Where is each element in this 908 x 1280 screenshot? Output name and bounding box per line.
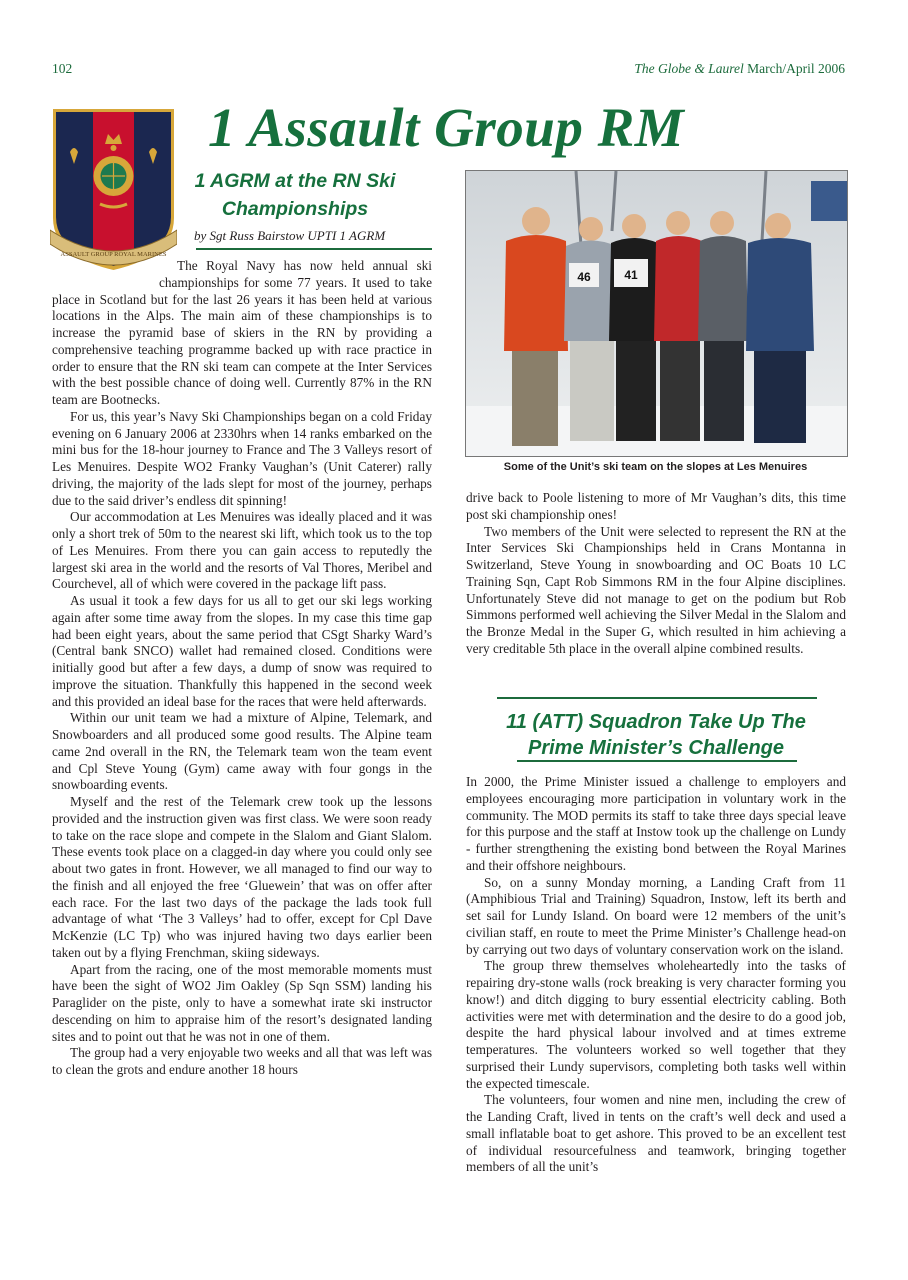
section-divider [497, 697, 817, 699]
heading-rule [196, 248, 432, 250]
article2-paragraph: The group threw themselves wholeheartedly into the tasks of repairing dry-stone walls (rock breaking is very character forming you know!) and ditch digging to bury essential electricity cabling. Both activities were met with determination and the desire to do a good job, despite the hard physical labour involved and at times extreme temperatures. The volunteers worked so well together that they surprised their Lundy supervisors, completing both tasks well within the expected timescale. [466, 958, 846, 1091]
crest-wrap-spacer [52, 258, 159, 291]
article2-paragraph: So, on a sunny Monday morning, a Landing Craft from 11 (Amphibious Trial and Training) Squadron, Instow, left its berth and set sail for Lundy Island. On board were 12 members of the unit’s civilian staff, en route to meet the Prime Minister’s Challenge head-on by carrying out two days of voluntary conservation work on the island. [466, 874, 846, 957]
skier-4 [654, 211, 704, 441]
article1-heading-line2: Championships [221, 198, 369, 220]
article1-heading-line1: 1 AGRM at the RN Ski [194, 170, 396, 192]
article1-paragraph: Within our unit team we had a mixture of Alpine, Telemark, and Snowboarders and all produced some good results. The Alpine team came 2nd overall in the RN, the Telemark team won the team event and Cpl Steve Young (Gym) came away with four gongs in the snowboarding events. [52, 710, 432, 793]
publication-info [634, 61, 845, 77]
article1-paragraph: For us, this year’s Navy Ski Championships began on a cold Friday evening on 6 January 2006 at 2330hrs when 14 ranks embarked on the mini bus for the 18-hour journey to France and The 3 Valleys resort of Les Menuires. Despite WO2 Franky Vaughan’s (Unit Caterer) rally driving, the majority of the lads slept for most of the journey, perhaps due to the said driver’s endless dit spinning! [52, 408, 432, 508]
article1-paragraph: As usual it took a few days for us all to get our ski legs working again after some time away from the slopes. In my case this time gap had been eight years, about the same period that CSgt Sharky Ward’s (Central bank SNCO) wallet had remained closed. Conditions were initially good but after a few days, a dump of snow was required to improve the situation. Thankfully this happened in the second week and this provided an ideal base for the races that were held afterwards. [52, 593, 432, 709]
issue-date: March/April 2006 [747, 61, 845, 76]
bib-number: 41 [624, 268, 638, 282]
skier-5 [698, 211, 748, 441]
article2-body [466, 774, 846, 1176]
article1-paragraph: Myself and the rest of the Telemark crew took up the lessons provided and the instruction given was first class. We were soon ready to take on the race slope and compete in the Slalom and Giant Slalom. These events took place on a clagged-in day where you could only see about two gates in front. However, we all managed to find our way to the finish and all enjoyed the free ‘Gluewein’ that was on offer after each race. For the last two days of the package the lads took full advantage of what ‘The 3 Valleys’ had to offer, except for Cpl Dave McKenzie (LC Tp) who was injured having two days earlier been taken out by a flying Frenchman, skiing sideways. [52, 794, 432, 960]
article1-continuation [466, 490, 846, 658]
bib-number: 46 [577, 270, 591, 284]
article2-heading-line2: Prime Minister’s Challenge [527, 737, 784, 759]
page-title: 1 Assault Group RM [208, 97, 685, 158]
article1-paragraph: Apart from the racing, one of the most memorable moments must have been the sight of WO2 Jim Oakley (Sp Sqn SSM) landing his Paraglider on the piste, only to have a somewhat irate ski instructor descending on him to appraise him of the resort’s designated landing sites and to point out that he was not in one of them. [52, 961, 432, 1044]
skier-3 [609, 214, 660, 441]
byline: by Sgt Russ Bairstow UPTI 1 AGRM [194, 228, 386, 243]
skier-6 [746, 213, 814, 443]
article1-paragraph: drive back to Poole listening to more of Mr Vaughan’s dits, this time post ski championship ones! [466, 490, 846, 522]
heading-rule [517, 760, 797, 762]
article1-body [52, 258, 432, 1079]
page-number: 102 [52, 61, 73, 76]
article1-paragraph: Our accommodation at Les Menuires was ideally placed and it was only a short trek of 50m to the nearest ski lift, which took us to the top of Les Menuires. From there you can gain access to reputedly the largest ski area in the world and the resorts of Val Thores, Meribel and Courchevel, all of which were covered in the package lift pass. [52, 509, 432, 592]
article1-heading [190, 167, 400, 223]
article2-paragraph: The volunteers, four women and nine men, including the crew of the Landing Craft, lived in tents on the craft’s well deck and used a small inflatable boat to get ashore. This proved to be an excellent test of individual resourcefulness and teamwork, bringing together members of all the unit’s [466, 1092, 846, 1175]
crest-motto: ASSAULT GROUP ROYAL MARINES [60, 251, 167, 258]
photo-caption: Some of the Unit’s ski team on the slopes at Les Menuires [503, 461, 808, 473]
article2-paragraph: In 2000, the Prime Minister issued a challenge to employers and employees encouraging more participation in voluntary work in the community. The MOD permits its staff to take three days special leave for this purpose and the staff at Instow took up the challenge on Lundy - further strengthening the existing bond between the Royal Marines and their offshore neighbours. [466, 774, 846, 873]
article1-paragraph: The group had a very enjoyable two weeks and all that was left was to clean the grots and endure another 18 hours [52, 1045, 432, 1077]
ski-team-photo [465, 170, 848, 457]
article1-paragraph: Two members of the Unit were selected to represent the RN at the Inter Services Ski Championships held in Crans Montanna in Switzerland, Steve Young in snowboarding and OC Boats 10 LC Training Sqn, Capt Rob Simmons RM in the four Alpine disciplines. Unfortunately Steve did not manage to get on the podium but Rob Simmons performed well achieving the Silver Medal in the Slalom and the Bronze Medal in the Super G, which resulted in him achieving a very creditable 5th place in the overall alpine combined results. [466, 523, 846, 656]
royal-marines-crest [50, 106, 177, 272]
publication-name: The Globe & Laurel [634, 61, 744, 76]
article1-paragraph: The Royal Navy has now held annual ski championships for some 77 years. It used to take place in Scotland but for the last 26 years it has been held at various locations in the Alps. The main aim of these championships is to increase the pyramid base of skiers in the RN by providing a comprehensive teaching programme backed up with race practice in order to ensure that the RN ski team can compete at the Inter Services with the best possible chance of doing well. Currently 87% in the RN team are Bootnecks. [52, 258, 432, 407]
article2-heading-line1: 11 (ATT) Squadron Take Up The [506, 711, 806, 733]
article2-heading [470, 709, 842, 761]
